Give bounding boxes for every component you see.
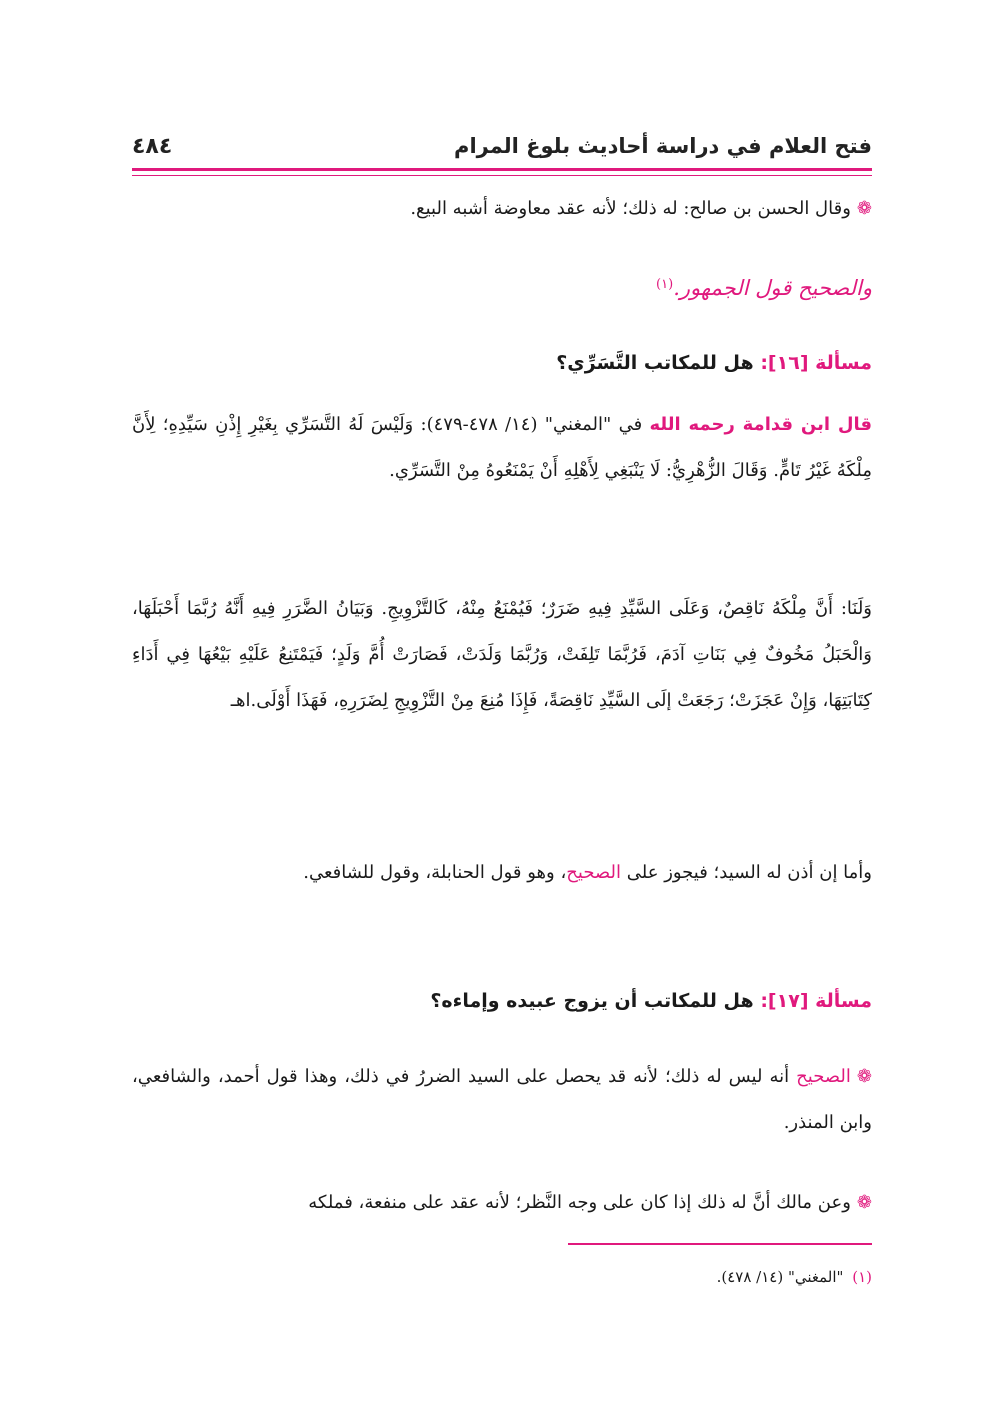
- footnote-ref: (١): [656, 277, 674, 292]
- running-header: [132, 126, 872, 166]
- book-title: فتح العلام في دراسة أحاديث بلوغ المرام: [454, 134, 872, 158]
- question-label: مسألة [١٧]:: [760, 990, 872, 1012]
- paragraph-verdict: والصحيح قول الجمهور.$^{(١)}$: [656, 276, 872, 300]
- paragraph-hasan: ❁وقال الحسن بن صالح: له ذلك؛ لأنه عقد معاوضة أشبه البيع.: [410, 198, 872, 219]
- speaker-label: قال ابن قدامة رحمه الله: [649, 414, 872, 435]
- paragraph-permission: وأما إن أذن له السيد؛ فيجوز على الصحيح، وهو قول الحنابلة، وقول للشافعي.: [303, 862, 872, 883]
- question-text: هل للمكاتب أن يزوج عبيده وإماءه؟: [430, 990, 754, 1012]
- highlight-sahih: الصحيح: [566, 862, 622, 883]
- paragraph-malik: ❁وعن مالك أنَّ له ذلك إذا كان على وجه النَّظر؛ لأنه عقد على منفعة، فملكه: [308, 1192, 872, 1213]
- flower-icon: ❁: [856, 198, 872, 219]
- paragraph-argument: وَلَنَا: أَنَّ مِلْكَهُ نَاقِصٌ، وَعَلَى السَّيِّدِ فِيهِ ضَرَرٌ؛ فَيُمْنَعُ مِنْهُ، كَالتَّزْوِيجِ. وَبَيَانُ الضَّرَرِ فِيهِ أَنَّهُ رُبَّمَا أَحْبَلَهَا، وَالْحَبَلُ مَخُوفٌ فِي بَنَاتِ آدَمَ، فَرُبَّمَا تَلِفَتْ، وَرُبَّمَا وَلَدَتْ، فَصَارَتْ أُمَّ وَلَدٍ؛ فَيَمْتَنِعُ عَلَيْهِ بَيْعُهَا فِي أَدَاءِ كِتَابَتِهَا، وَإِنْ عَجَزَتْ؛ رَجَعَتْ إلَى السَّيِّدِ نَاقِصَةً، فَإِذَا مُنِعَ مِنْ التَّزْوِيجِ لِضَرَرِهِ، فَهَذَا أَوْلَى.اهـ: [132, 598, 872, 711]
- highlight-sahih: الصحيح: [796, 1066, 851, 1087]
- flower-icon: ❁: [856, 1192, 872, 1213]
- footnote-number: (١): [852, 1268, 872, 1286]
- question-text: هل للمكاتب التَّسَرِّي؟: [556, 352, 754, 374]
- question-16: [132, 352, 872, 374]
- page-number: ٤٨٤: [132, 133, 173, 159]
- footnote-rule: [568, 1243, 872, 1245]
- paragraph-sahih: ❁الصحيح أنه ليس له ذلك؛ لأنه قد يحصل على السيد الضررُ في ذلك، وهذا قول أحمد، والشافعي، وابن المنذر.: [132, 1066, 872, 1133]
- header-rule: [132, 168, 872, 171]
- footnote-text: "المغني" (١٤/ ٤٧٨).: [716, 1268, 844, 1286]
- header-rule-thin: [132, 175, 872, 176]
- question-label: مسألة [١٦]:: [760, 352, 872, 374]
- flower-icon: ❁: [856, 1066, 872, 1087]
- footnote: [472, 1268, 872, 1286]
- paragraph-ibn-qudama: قال ابن قدامة رحمه الله في "المغني" (١٤/ ٤٧٨-٤٧٩): وَلَيْسَ لَهُ التَّسَرِّي بِغَيْرِ إِذْنِ سَيِّدِهِ؛ لِأَنَّ مِلْكَهُ غَيْرُ تَامٍّ. وَقَالَ الزُّهْرِيُّ: لَا يَنْبَغِي لِأَهْلِهِ أَنْ يَمْنَعُوهُ مِنْ التَّسَرِّي.: [132, 414, 872, 481]
- question-17: [132, 990, 872, 1012]
